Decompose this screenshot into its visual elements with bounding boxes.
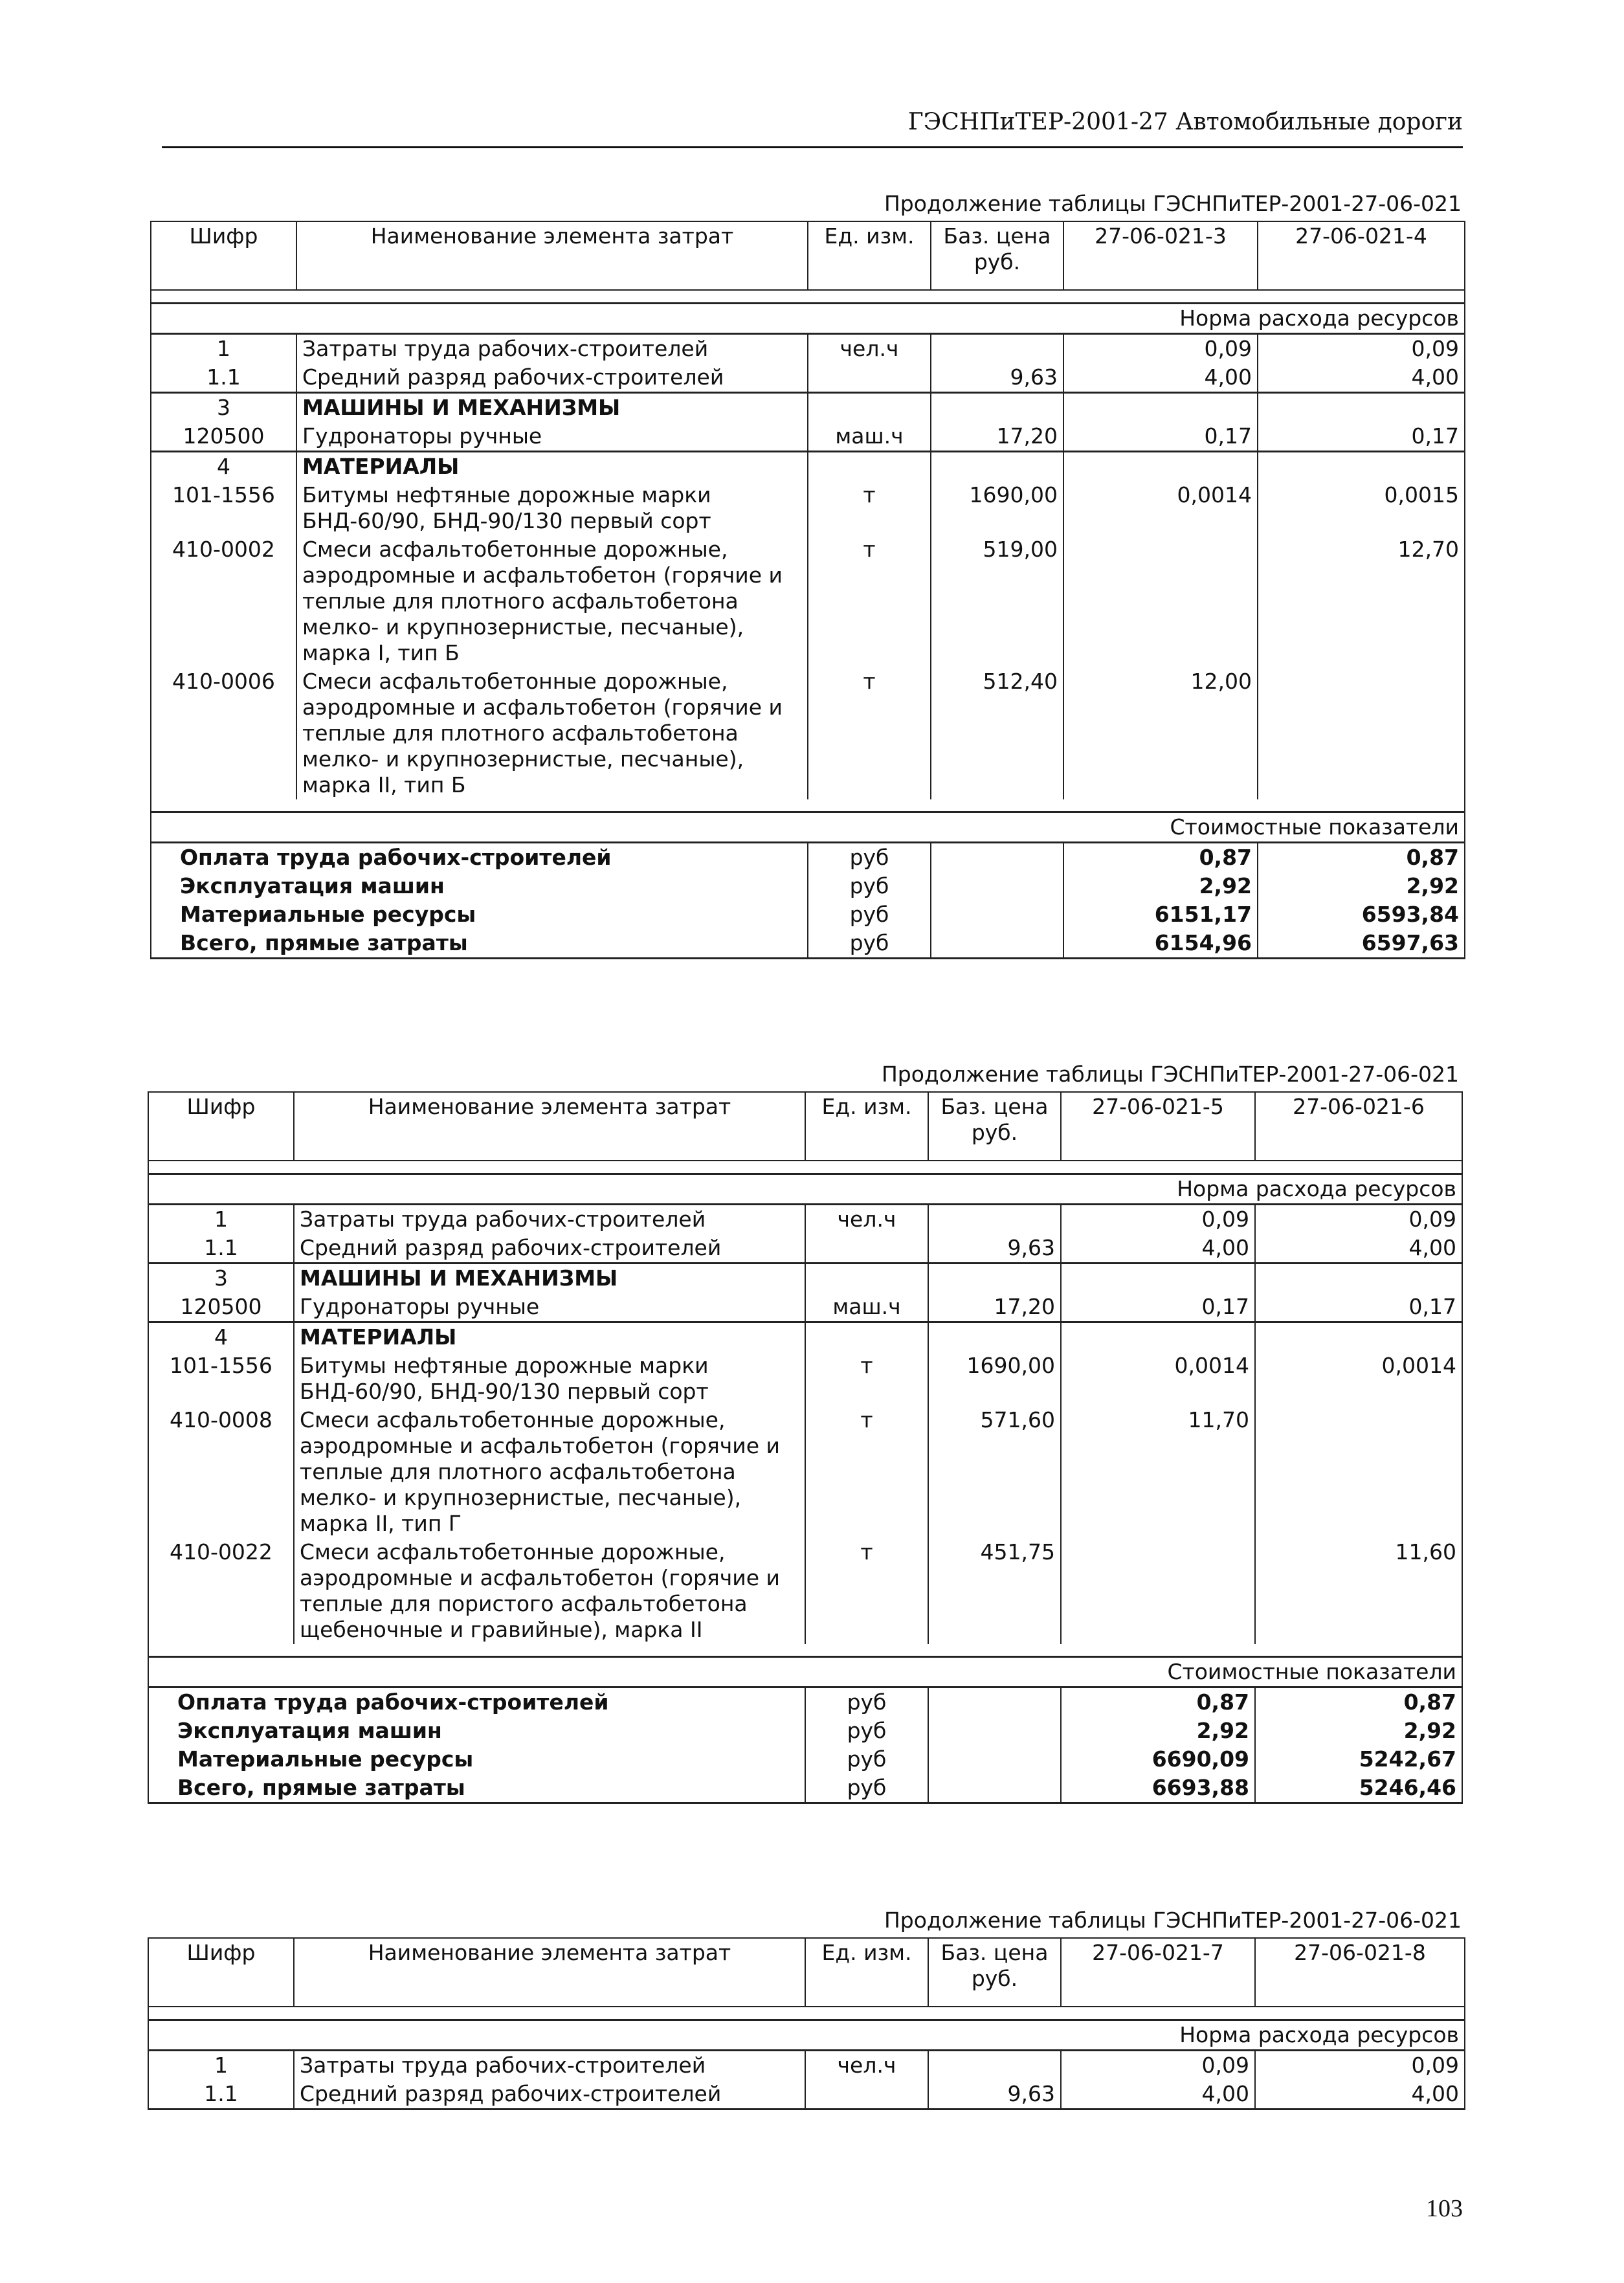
table-row xyxy=(148,1538,1462,1644)
cost-value-b: 2,92 xyxy=(1258,872,1465,900)
cost-row xyxy=(148,1745,1462,1774)
cost-label: Оплата труда рабочих-строителей xyxy=(151,843,808,873)
row-price: 571,60 xyxy=(928,1406,1061,1538)
row-price: 512,40 xyxy=(931,667,1063,799)
row-name: МАШИНЫ И МЕХАНИЗМЫ xyxy=(296,393,808,423)
row-value-a xyxy=(1061,1538,1255,1644)
cost-label: Эксплуатация машин xyxy=(148,1717,805,1745)
row-name: Смеси асфальтобетонные дорожные, аэродромные и асфальтобетон (горячие и теплые для плотного асфальтобетона мелко- и крупнозернистые, песчаные), марка II, тип Г xyxy=(294,1406,805,1538)
row-value-a: 4,00 xyxy=(1061,2080,1255,2110)
cost-label: Оплата труда рабочих-строителей xyxy=(148,1687,805,1717)
cost-row xyxy=(151,900,1465,929)
header-name: Наименование элемента затрат xyxy=(296,221,808,290)
header-col-b: 27-06-021-6 xyxy=(1255,1092,1462,1161)
row-name: МАТЕРИАЛЫ xyxy=(296,452,808,482)
page-number: 103 xyxy=(1426,2195,1463,2222)
cost-row xyxy=(148,1687,1462,1717)
table-row xyxy=(151,393,1465,423)
row-value-b: 4,00 xyxy=(1255,1234,1462,1264)
cost-unit: руб xyxy=(808,872,931,900)
row-unit: т xyxy=(808,481,931,535)
cost-label: Материальные ресурсы xyxy=(151,900,808,929)
row-unit xyxy=(805,2080,928,2110)
table-block-3 xyxy=(148,1908,1464,2110)
cost-value-b: 6593,84 xyxy=(1258,900,1465,929)
row-unit: маш.ч xyxy=(808,422,931,452)
cost-value-a: 6693,88 xyxy=(1061,1774,1255,1803)
row-unit: т xyxy=(808,667,931,799)
row-price: 9,63 xyxy=(928,2080,1061,2110)
cost-row xyxy=(151,929,1465,959)
header-unit: Ед. изм. xyxy=(805,1092,928,1161)
cost-unit: руб xyxy=(805,1687,928,1717)
row-price xyxy=(928,2051,1061,2080)
cost-value-a: 2,92 xyxy=(1061,1717,1255,1745)
cost-unit: руб xyxy=(808,843,931,873)
cost-unit: руб xyxy=(808,900,931,929)
header-name: Наименование элемента затрат xyxy=(294,1938,805,2007)
row-value-a: 4,00 xyxy=(1061,1234,1255,1264)
row-value-b: 4,00 xyxy=(1258,363,1465,393)
row-code: 1 xyxy=(151,334,296,364)
table-row xyxy=(148,1234,1462,1264)
row-unit: т xyxy=(805,1352,928,1406)
cost-value-a: 0,87 xyxy=(1061,1687,1255,1717)
row-name: МАТЕРИАЛЫ xyxy=(294,1322,805,1352)
row-code: 1 xyxy=(148,2051,294,2080)
cost-unit: руб xyxy=(805,1745,928,1774)
row-price: 519,00 xyxy=(931,535,1063,667)
row-value-b: 0,0015 xyxy=(1258,481,1465,535)
table-row xyxy=(148,1322,1462,1352)
header-code: Шифр xyxy=(148,1092,294,1161)
row-unit: т xyxy=(805,1406,928,1538)
row-name: Смеси асфальтобетонные дорожные, аэродромные и асфальтобетон (горячие и теплые для пористого асфальтобетона щебеночные и гравийные), марка II xyxy=(294,1538,805,1644)
row-price xyxy=(928,1205,1061,1234)
row-name: Затраты труда рабочих-строителей xyxy=(294,1205,805,1234)
header-col-a: 27-06-021-7 xyxy=(1061,1938,1255,2007)
row-value-b: 0,09 xyxy=(1255,1205,1462,1234)
row-code: 410-0006 xyxy=(151,667,296,799)
row-value-a: 4,00 xyxy=(1063,363,1258,393)
table-row xyxy=(148,1293,1462,1322)
norm-section-label: Норма расхода ресурсов xyxy=(148,1174,1462,1205)
row-value-a xyxy=(1063,535,1258,667)
cost-row xyxy=(151,872,1465,900)
row-name: МАШИНЫ И МЕХАНИЗМЫ xyxy=(294,1264,805,1293)
table-header-row xyxy=(148,1092,1462,1161)
row-value-a: 0,0014 xyxy=(1063,481,1258,535)
table-row xyxy=(148,1352,1462,1406)
row-name: Средний разряд рабочих-строителей xyxy=(294,2080,805,2110)
row-value-b: 0,0014 xyxy=(1255,1352,1462,1406)
header-price: Баз. цена руб. xyxy=(928,1938,1061,2007)
row-name: Гудронаторы ручные xyxy=(294,1293,805,1322)
row-value-b: 0,17 xyxy=(1258,422,1465,452)
row-value-a: 0,17 xyxy=(1061,1293,1255,1322)
cost-label: Эксплуатация машин xyxy=(151,872,808,900)
row-price: 9,63 xyxy=(931,363,1063,393)
header-code: Шифр xyxy=(151,221,296,290)
header-price: Баз. цена руб. xyxy=(931,221,1063,290)
row-unit: чел.ч xyxy=(805,2051,928,2080)
row-value-b: 0,09 xyxy=(1258,334,1465,364)
cost-row xyxy=(148,1717,1462,1745)
row-code: 410-0022 xyxy=(148,1538,294,1644)
row-code: 120500 xyxy=(148,1293,294,1322)
cost-value-b: 5246,46 xyxy=(1255,1774,1462,1803)
row-code: 1.1 xyxy=(148,2080,294,2110)
header-rule xyxy=(162,146,1463,148)
row-code: 3 xyxy=(148,1264,294,1293)
cost-unit: руб xyxy=(805,1774,928,1803)
row-unit: т xyxy=(808,535,931,667)
row-name: Затраты труда рабочих-строителей xyxy=(294,2051,805,2080)
table-row xyxy=(148,1264,1462,1293)
row-code: 1.1 xyxy=(151,363,296,393)
table-block-2 xyxy=(148,1062,1462,1804)
row-code: 4 xyxy=(151,452,296,482)
row-name: Гудронаторы ручные xyxy=(296,422,808,452)
row-value-a: 0,0014 xyxy=(1061,1352,1255,1406)
table-row xyxy=(148,1406,1462,1538)
row-price xyxy=(931,334,1063,364)
cost-value-b: 6597,63 xyxy=(1258,929,1465,959)
row-name: Средний разряд рабочих-строителей xyxy=(296,363,808,393)
cost-unit: руб xyxy=(805,1717,928,1745)
header-col-a: 27-06-021-3 xyxy=(1063,221,1258,290)
row-price: 451,75 xyxy=(928,1538,1061,1644)
row-unit: чел.ч xyxy=(808,334,931,364)
row-unit: чел.ч xyxy=(805,1205,928,1234)
cost-section-label: Стоимостные показатели xyxy=(148,1657,1462,1687)
row-value-a: 0,09 xyxy=(1063,334,1258,364)
row-price: 17,20 xyxy=(931,422,1063,452)
row-unit: маш.ч xyxy=(805,1293,928,1322)
header-col-b: 27-06-021-4 xyxy=(1258,221,1465,290)
row-value-a: 0,09 xyxy=(1061,2051,1255,2080)
row-code: 101-1556 xyxy=(151,481,296,535)
row-value-a: 11,70 xyxy=(1061,1406,1255,1538)
row-name: Затраты труда рабочих-строителей xyxy=(296,334,808,364)
row-unit xyxy=(805,1234,928,1264)
row-code: 4 xyxy=(148,1322,294,1352)
row-value-b: 12,70 xyxy=(1258,535,1465,667)
table-row xyxy=(148,2051,1465,2080)
table-row xyxy=(151,667,1465,799)
row-name: Смеси асфальтобетонные дорожные, аэродромные и асфальтобетон (горячие и теплые для плотного асфальтобетона мелко- и крупнозернистые, песчаные), марка II, тип Б xyxy=(296,667,808,799)
cost-value-a: 2,92 xyxy=(1063,872,1258,900)
table-row xyxy=(151,363,1465,393)
row-price: 17,20 xyxy=(928,1293,1061,1322)
row-value-a: 0,17 xyxy=(1063,422,1258,452)
table-caption: Продолжение таблицы ГЭСНПиТЕР-2001-27-06-021 xyxy=(881,1062,1459,1087)
cost-value-a: 0,87 xyxy=(1063,843,1258,873)
row-price: 1690,00 xyxy=(931,481,1063,535)
row-value-b: 11,60 xyxy=(1255,1538,1462,1644)
header-price: Баз. цена руб. xyxy=(928,1092,1061,1161)
estimate-table xyxy=(148,1091,1463,1804)
row-value-b xyxy=(1255,1406,1462,1538)
norm-section-label: Норма расхода ресурсов xyxy=(151,304,1465,334)
header-unit: Ед. изм. xyxy=(805,1938,928,2007)
table-header-row xyxy=(151,221,1465,290)
row-code: 101-1556 xyxy=(148,1352,294,1406)
row-code: 3 xyxy=(151,393,296,423)
header-name: Наименование элемента затрат xyxy=(294,1092,805,1161)
row-value-a: 0,09 xyxy=(1061,1205,1255,1234)
row-name: Средний разряд рабочих-строителей xyxy=(294,1234,805,1264)
estimate-table xyxy=(150,221,1465,959)
table-header-row xyxy=(148,1938,1465,2007)
row-code: 410-0008 xyxy=(148,1406,294,1538)
table-row xyxy=(148,2080,1465,2110)
row-code: 1 xyxy=(148,1205,294,1234)
row-price: 1690,00 xyxy=(928,1352,1061,1406)
table-block-1 xyxy=(150,191,1464,959)
cost-label: Всего, прямые затраты xyxy=(151,929,808,959)
cost-section-label: Стоимостные показатели xyxy=(151,812,1465,843)
cost-value-b: 5242,67 xyxy=(1255,1745,1462,1774)
row-code: 410-0002 xyxy=(151,535,296,667)
row-unit xyxy=(808,363,931,393)
row-name: Битумы нефтяные дорожные марки БНД-60/90, БНД-90/130 первый сорт xyxy=(294,1352,805,1406)
row-code: 1.1 xyxy=(148,1234,294,1264)
cost-value-a: 6690,09 xyxy=(1061,1745,1255,1774)
cost-value-a: 6151,17 xyxy=(1063,900,1258,929)
norm-section-label: Норма расхода ресурсов xyxy=(148,2020,1465,2051)
table-row xyxy=(151,422,1465,452)
cost-row xyxy=(148,1774,1462,1803)
row-name: Битумы нефтяные дорожные марки БНД-60/90, БНД-90/130 первый сорт xyxy=(296,481,808,535)
row-code: 120500 xyxy=(151,422,296,452)
header-unit: Ед. изм. xyxy=(808,221,931,290)
row-value-b: 0,17 xyxy=(1255,1293,1462,1322)
running-header: ГЭСНПиТЕР-2001-27 Автомобильные дороги xyxy=(907,109,1463,135)
cost-value-b: 2,92 xyxy=(1255,1717,1462,1745)
cost-value-a: 6154,96 xyxy=(1063,929,1258,959)
header-col-b: 27-06-021-8 xyxy=(1255,1938,1465,2007)
estimate-table xyxy=(148,1937,1465,2110)
cost-label: Всего, прямые затраты xyxy=(148,1774,805,1803)
table-caption: Продолжение таблицы ГЭСНПиТЕР-2001-27-06-021 xyxy=(884,191,1462,216)
cost-value-b: 0,87 xyxy=(1258,843,1465,873)
row-name: Смеси асфальтобетонные дорожные, аэродромные и асфальтобетон (горячие и теплые для плотного асфальтобетона мелко- и крупнозернистые, песчаные), марка I, тип Б xyxy=(296,535,808,667)
cost-row xyxy=(151,843,1465,873)
row-value-b: 0,09 xyxy=(1255,2051,1465,2080)
row-value-b: 4,00 xyxy=(1255,2080,1465,2110)
header-code: Шифр xyxy=(148,1938,294,2007)
cost-value-b: 0,87 xyxy=(1255,1687,1462,1717)
row-price: 9,63 xyxy=(928,1234,1061,1264)
row-value-a: 12,00 xyxy=(1063,667,1258,799)
row-value-b xyxy=(1258,667,1465,799)
table-row xyxy=(148,1205,1462,1234)
cost-label: Материальные ресурсы xyxy=(148,1745,805,1774)
cost-unit: руб xyxy=(808,929,931,959)
table-row xyxy=(151,452,1465,482)
table-caption: Продолжение таблицы ГЭСНПиТЕР-2001-27-06-021 xyxy=(884,1908,1462,1933)
row-unit: т xyxy=(805,1538,928,1644)
header-col-a: 27-06-021-5 xyxy=(1061,1092,1255,1161)
table-row xyxy=(151,334,1465,364)
table-row xyxy=(151,481,1465,535)
table-row xyxy=(151,535,1465,667)
